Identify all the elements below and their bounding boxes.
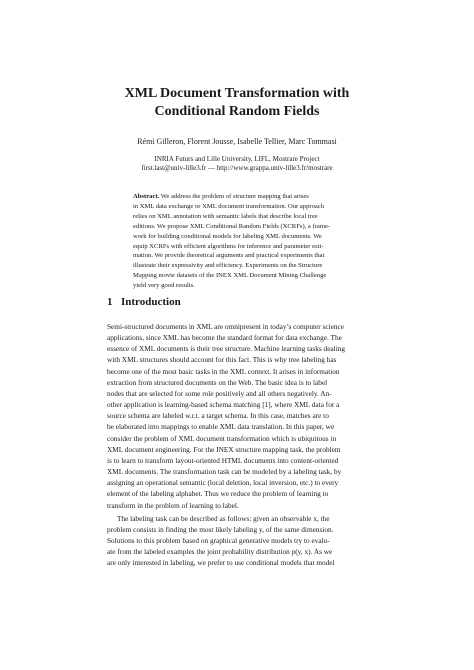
body-line: XML document engineering. For the INEX structure mapping task, the problem bbox=[107, 444, 341, 454]
body-line: essence of XML documents is their tree structure. Machine learning tasks dealing bbox=[107, 344, 346, 354]
body-line: with XML structures should account for this fact. This is why tree labeling has bbox=[107, 355, 337, 365]
body-line: Solutions to this problem based on graphical generative models try to evalu- bbox=[107, 535, 330, 545]
paper-title bbox=[0, 85, 474, 121]
section-number: 1 bbox=[107, 296, 113, 308]
abstract-line: mation. We provide theoretical arguments and practical experiments that bbox=[133, 252, 325, 260]
section-heading bbox=[107, 296, 181, 309]
body-line: transform in the problem of learning to label. bbox=[107, 500, 239, 510]
abstract-line-text: We address the problem of structure mapping that arises bbox=[159, 193, 309, 200]
body-line: element of the labeling alphabet. Thus we reduce the problem of learning to bbox=[107, 489, 329, 499]
abstract-line: equip XCRFs with efficient algorithms for inference and parameter esti- bbox=[133, 242, 324, 250]
body-line: XML documents. The transformation task can be modeled by a labeling task, by bbox=[107, 467, 342, 477]
abstract-line: yield very good results. bbox=[133, 282, 195, 290]
body-line: The labeling task can be described as follows: given an observable x, the bbox=[117, 513, 330, 523]
body-line: applications, since XML has become the standard format for data exchange. The bbox=[107, 333, 342, 343]
body-line: nodes that are selected for some role positively and all others negatively. An- bbox=[107, 388, 332, 398]
abstract bbox=[133, 192, 343, 291]
title-line-1: XML Document Transformation with bbox=[124, 86, 350, 101]
abstract-line: work for building conditional models for labeling XML documents. We bbox=[133, 232, 322, 240]
title-line-2: Conditional Random Fields bbox=[154, 104, 320, 119]
affiliation-contact: first.last@univ-lille3.fr — http://www.grappa.univ-lille3.fr/mostrare bbox=[141, 164, 333, 172]
body-line: problem consists in finding the most likely labeling y, of the same dimension. bbox=[107, 524, 334, 534]
abstract-line: editions. We propose XML Conditional Random Fields (XCRFs), a frame- bbox=[133, 222, 331, 230]
body-line: assigning an operational semantic (local deletion, local inversion, etc.) to every bbox=[107, 478, 339, 488]
section-title: Introduction bbox=[121, 296, 181, 308]
author-list: Rémi Gilleron, Florent Jousse, Isabelle Tellier, Marc Tommasi bbox=[137, 137, 337, 146]
affiliation bbox=[0, 155, 474, 173]
body-line: extraction from structured documents on the Web. The basic idea is to label bbox=[107, 377, 328, 387]
body-line: other application is learning-based schema matching [1], where XML data for a bbox=[107, 400, 340, 410]
abstract-line: in XML data exchange or XML document transformation. Our approach bbox=[133, 202, 325, 210]
abstract-line: Mapping movie datasets of the INEX XML Document Mining Challenge bbox=[133, 272, 327, 280]
affiliation-line-1: INRIA Futurs and Lille University, LIFL, Mostrare Project bbox=[154, 155, 320, 163]
body-line: is to learn to transform layout-oriented HTML documents into content-oriented bbox=[107, 455, 339, 465]
body-line: be elaborated into mappings to enable XML data translation. In this paper, we bbox=[107, 422, 335, 432]
body-line: source schema are labeled w.r.t. a target schema. In this case, matches are to bbox=[107, 411, 329, 421]
abstract-line: illustrate their expressivity and efficiency. Experiments on the Structure bbox=[133, 262, 323, 270]
abstract-label: Abstract. bbox=[133, 193, 160, 200]
body-text bbox=[107, 321, 369, 568]
body-line: Semi-structured documents in XML are omnipresent in today’s computer science bbox=[107, 322, 345, 331]
body-line: become one of the most basic tasks in the XML context. It arises in information bbox=[107, 366, 340, 376]
abstract-line: relies on XML annotation with semantic labels that describe local tree bbox=[133, 212, 318, 220]
abstract-line bbox=[133, 192, 343, 202]
body-line: are only interested in labeling, we prefer to use conditional models that model bbox=[107, 558, 335, 568]
body-line: ate from the labeled examples the joint probability distribution p(y, x). As we bbox=[107, 547, 333, 557]
body-line: consider the problem of XML document transformation which is ubiquitous in bbox=[107, 433, 337, 443]
